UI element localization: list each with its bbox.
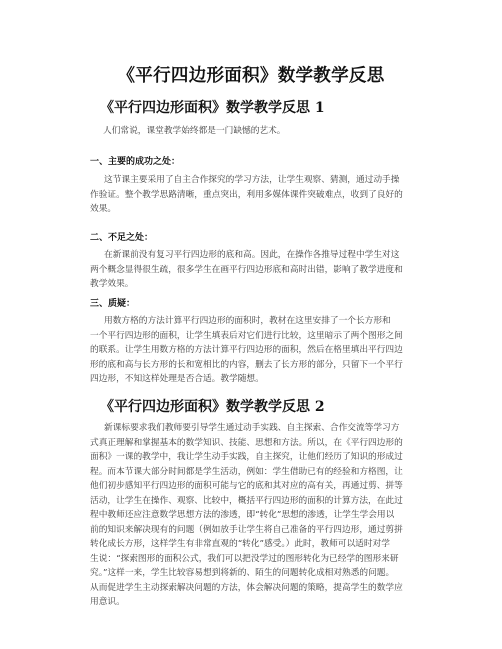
paragraph-line: 程中教师还应注意数学思想方法的渗透，即“转化”思想的渗透，让学生学会用以 [90, 510, 395, 520]
document-title: 《平行四边形面积》数学教学反思 [117, 66, 385, 86]
paragraph-line: 活动，让学生在操作、观察、比较中，概括平行四边形的面积的计算方法，在此过 [90, 495, 403, 506]
paragraph-line: 前的知识来解决现有的问题（例如放手让学生将自己准备的平行四边形，通过剪拼 [90, 524, 403, 535]
paragraph-line: 式真正理解和掌握基本的数学知识、技能、思想和方法。所以，在《平行四边形的 [90, 437, 403, 448]
success-heading: 一、主要的成功之处： [90, 157, 181, 167]
paragraph-line: 一个平行四边形的面积，让学生填表后对它们进行比较，这里暗示了两个图形之间 [90, 330, 403, 341]
paragraph-line: 这节课主要采用了自主合作探究的学习方法，让学生观察、猜测，通过动手操 [104, 175, 400, 185]
paragraph-line: 从而促进学生主动探索解决问题的方法，体会解决问题的策略，提高学生的数学应 [90, 582, 403, 593]
section-1-intro: 人们常说，课堂教学始终都是一门缺憾的艺术。 [103, 126, 286, 136]
paragraph-line: 他们初步感知平行四边形的面积可能与它的底和其对应的高有关，再通过剪、拼等 [90, 481, 403, 491]
section-2-paragraph [90, 421, 412, 610]
shortcomings-heading: 二、不足之处： [90, 233, 154, 243]
paragraph-line: 究。”这样一来，学生比较容易想到将新的、陌生的问题转化成相对熟悉的问题。 [90, 568, 395, 578]
paragraph-line: 两个概念显得很生疏，很多学生在画平行四边形底和高时出错，影响了教学进度和 [90, 264, 403, 275]
paragraph-line: 用意识。 [90, 597, 125, 607]
section-2-heading: 《平行四边形面积》数学教学反思 2 [100, 399, 325, 415]
paragraph-line: 四边形，不知这样处理是否合适。教学随想。 [90, 374, 264, 384]
paragraph-line: 面积》一课的教学中，我让学生动手实践，自主探究，让他们经历了知识的形成过 [90, 452, 403, 462]
paragraph-line: 形的底和高与长方形的长和宽相比的内容，删去了长方形的部分，只留下一个平行 [90, 359, 403, 370]
success-paragraph [90, 173, 412, 217]
paragraph-line: 新课标要求我们教师要引导学生通过动手实践、自主探索、合作交流等学习方 [104, 423, 400, 433]
question-paragraph [90, 314, 412, 387]
paragraph-line: 作验证。整个教学思路清晰，重点突出，利用多媒体课件突破难点，收到了良好的 [90, 189, 403, 200]
paragraph-line: 效果。 [90, 204, 117, 214]
paragraph-line: 转化成长方形，这样学生有非常直观的“转化”感受。）此时，教师可以适时对学 [90, 539, 390, 549]
shortcomings-paragraph [90, 248, 412, 292]
paragraph-line: 的联系。让学生用数方格的方法计算平行四边形的面积，然后在格里填出平行四边 [90, 345, 403, 355]
paragraph-line: 程。而本节课大部分时间都是学生活动，例如：学生借助已有的经验和方格图，让 [90, 466, 403, 477]
paragraph-line: 生说：“探索图形的面积公式，我们可以把没学过的图形转化为已经学的图形来研 [90, 553, 399, 564]
paragraph-line: 用数方格的方法计算平行四边形的面积时，教材在这里安排了一个长方形和 [104, 316, 391, 326]
paragraph-line: 教学效果。 [90, 279, 134, 289]
section-1-heading: 《平行四边形面积》数学教学反思 1 [100, 100, 325, 116]
paragraph-line: 在新课前没有复习平行四边形的底和高。因此，在操作各推导过程中学生对这 [104, 250, 400, 260]
question-heading: 三、质疑： [90, 299, 136, 309]
